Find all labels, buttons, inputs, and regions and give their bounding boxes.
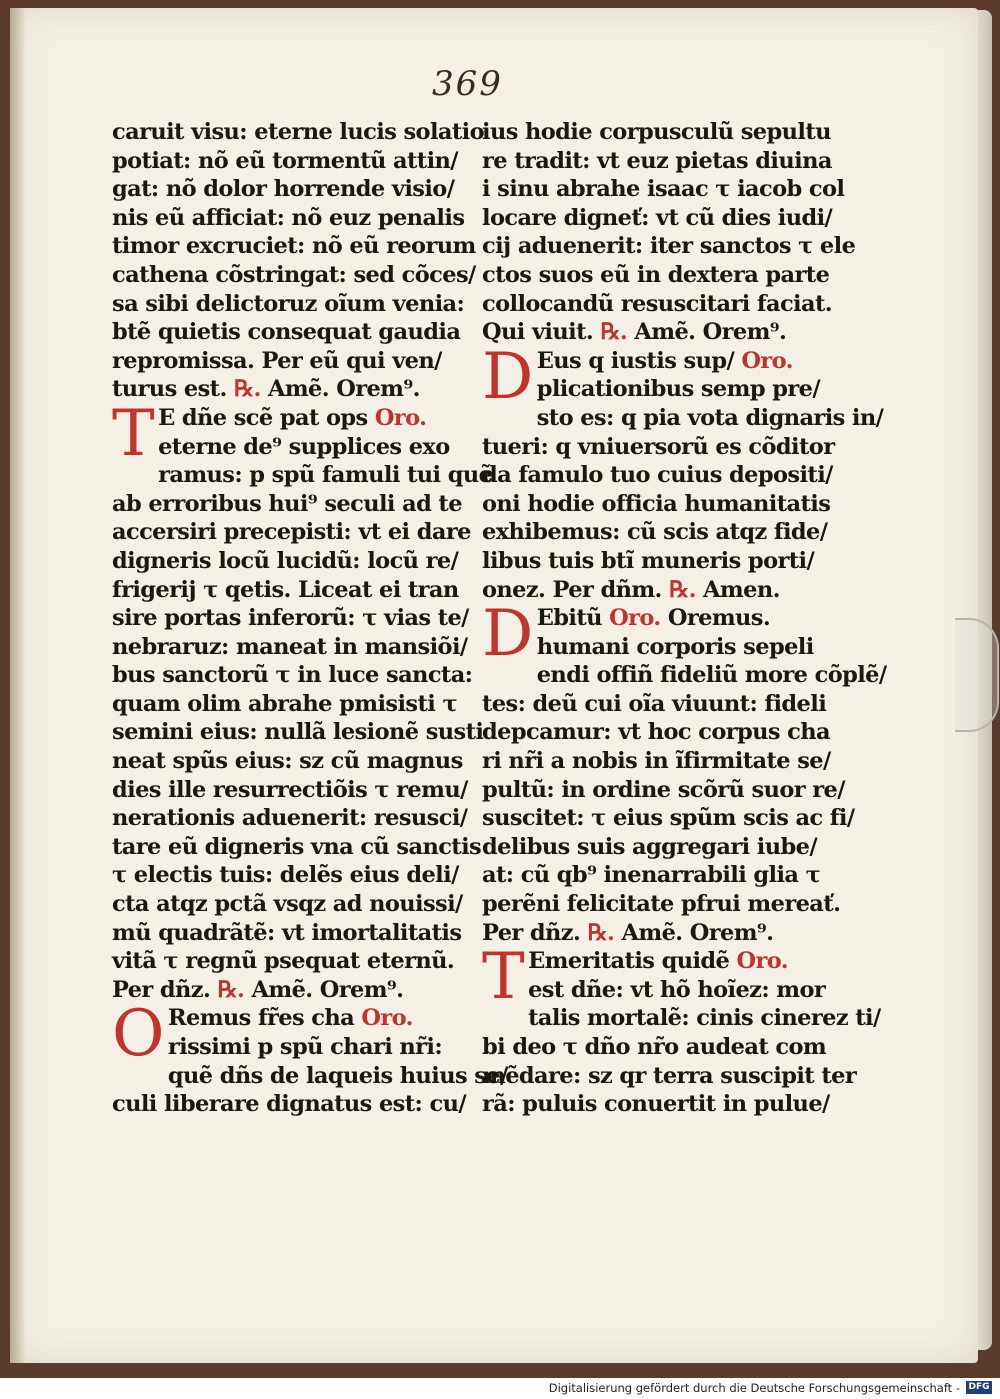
line-text: depcamur: vt hoc corpus cha [482,719,831,746]
text-line [112,1004,464,1033]
line-text: re tradit: vt euz pietas diuina [482,147,832,174]
text-line [482,661,887,690]
line-text: collocandũ resuscitari faciat. [482,290,832,317]
text-line [482,375,828,404]
line-text: btẽ quietis consequat gaudia [112,319,461,346]
line-text: da famulo tuo cuius depositi/ [482,462,833,489]
left-column [112,118,508,1119]
text-line [482,747,831,776]
line-text: delibus suis aggregari iube/ [482,833,817,860]
line-text: suscitet: τ eius spũm scis ac fi/ [482,805,855,832]
text-line [112,433,464,462]
text-line [112,833,482,862]
text-line [482,232,856,261]
line-text: plicationibus semp pre/ [536,376,820,403]
right-column [482,118,887,1119]
text-line [482,633,828,662]
text-line [482,1062,857,1091]
text-line [112,747,464,776]
text-line [112,604,469,633]
line-text: cta atqz pctã vsqz ad nouissi/ [112,891,463,918]
text-line [482,518,828,547]
line-text: Qui viuit. ℞. Amẽ. Orem⁹. [482,319,787,346]
line-text: onez. Per dñm. ℞. Amen. [482,576,780,603]
line-text: sire portas inferorũ: τ vias te/ [112,605,469,632]
text-line [482,1090,828,1119]
text-line [482,718,831,747]
line-text: nerationis aduenerit: resusci/ [112,805,468,832]
rubric-initial: T [112,396,155,471]
line-text: quẽ dñs de laqueis huius se/ [167,1062,508,1089]
line-text: ri nr̃i a nobis in ĩfirmitate se/ [482,748,831,775]
page-clip [955,618,999,732]
text-line [482,576,828,605]
text-line [112,919,464,948]
text-line [112,776,468,805]
line-text: τ electis tuis: delẽs eius deli/ [112,862,459,889]
text-line [482,976,828,1005]
line-text: Emeritatis quidẽ Oro. [528,948,788,975]
text-line [112,1090,464,1119]
text-line [482,461,833,490]
line-text: locare digneť: vt cũ dies iudi/ [482,204,833,231]
text-line [112,861,464,890]
text-line [112,576,464,605]
line-text: tes: deũ cui oĩa viuunt: fideli [482,690,827,717]
text-line [112,232,476,261]
line-text: sto es: q pia vota dignaris in/ [536,404,884,431]
line-text: Per dñz. ℞. Amẽ. Orem⁹. [112,976,404,1003]
line-text: tare eũ digneris vna cũ sanctis [112,833,482,860]
text-line [112,1033,464,1062]
text-line [112,290,464,319]
line-text: i sinu abrahe isaac τ iacob col [482,176,845,203]
text-line [482,347,828,376]
line-text: potiat: nõ eũ tormentũ attin/ [112,147,458,174]
text-line [112,375,464,404]
line-text: ramus: p spũ famuli tui quẽ [158,462,493,489]
line-text: mũ quadrãtẽ: vt imortalitatis [112,919,462,946]
line-text: digneris locũ lucidũ: locũ re/ [112,547,459,574]
line-text: pultũ: in ordine scõrũ suor re/ [482,776,845,803]
text-line [112,1062,508,1091]
text-line [112,490,464,519]
text-line [482,947,828,976]
line-text: Per dñz. ℞. Amẽ. Orem⁹. [482,919,774,946]
line-text: eterne de⁹ supplices exo [158,433,450,460]
line-text: bi deo τ dño nr̃o audeat com [482,1034,827,1060]
text-line [482,147,832,176]
line-text: cij aduenerit: iter sanctos τ ele [482,233,856,260]
text-line [482,290,832,319]
line-text: perẽni felicitate pfrui mereať. [482,891,841,918]
line-text: neat spũs eius: sz cũ magnus [112,748,463,775]
footer-credit: Digitalisierung gefördert durch die Deutsche Forschungsgemeinschaft - [548,1381,960,1395]
line-text: oni hodie officia humanitatis [482,490,831,517]
line-text: exhibemus: cũ scis atqz fide/ [482,519,828,546]
text-line [482,404,884,433]
footer-bar [0,1378,1000,1399]
text-line [112,118,485,147]
line-text: caruit visu: eterne lucis solatio [112,119,485,145]
rubric-initial: T [482,940,525,1015]
line-text: dies ille resurrectiõis τ remu/ [112,776,468,803]
line-text: repromissa. Per eũ qui ven/ [112,347,442,374]
text-line [112,547,464,576]
line-text: timor excruciet: nõ eũ reorum [112,233,476,260]
dfg-logo: DFG [966,1381,992,1394]
text-line [482,490,831,519]
line-text: mẽdare: sz qr terra suscipit ter [482,1062,857,1089]
text-line [482,433,835,462]
text-line [482,776,845,805]
text-line [482,804,855,833]
rubric-initial: D [482,339,533,414]
text-line [482,261,828,290]
text-line [112,718,484,747]
text-line [112,947,464,976]
text-line [112,890,464,919]
text-line [482,861,828,890]
line-text: gat: nõ dolor horrende visio/ [112,176,455,203]
line-text: ius hodie corpusculũ sepultu [482,119,831,145]
line-text: Ebitũ Oro. Oremus. [536,605,771,632]
binding-shadow [10,8,26,1363]
text-line [482,833,828,862]
text-line [112,976,464,1005]
line-text: sa sibi delictoruz oĩum venia: [112,290,465,317]
rubric-initial: D [482,597,533,672]
text-line [482,1033,828,1062]
line-text: rissimi p spũ chari nr̃i: [167,1034,443,1060]
line-text: at: cũ qb⁹ inenarrabili glia τ [482,862,821,889]
text-line [112,347,464,376]
text-line [482,604,828,633]
text-line [482,690,828,719]
text-line [112,175,464,204]
text-line [112,804,468,833]
text-line [112,461,493,490]
text-line [112,261,476,290]
text-line [482,204,833,233]
line-text: Remus fr̃es cha Oro. [167,1005,413,1032]
line-text: bus sanctorũ τ in luce sancta: [112,662,473,689]
text-line [112,204,464,233]
text-line [482,175,845,204]
text-line [482,1004,881,1033]
line-text: endi offiñ fideliũ more cõplẽ/ [536,662,887,689]
line-text: rã: puluis conuertit in pulue/ [482,1091,830,1118]
line-text: turus est. ℞. Amẽ. Orem⁹. [112,376,420,403]
text-line [112,404,464,433]
line-text: libus tuis btĩ muneris porti/ [482,547,815,574]
line-text: tueri: q vniuersorũ es cõditor [482,433,835,460]
text-line [482,919,828,948]
text-line [482,318,828,347]
rubric-initial: O [112,997,164,1072]
folio-number: 369 [432,64,503,104]
line-text: nebraruz: maneat in mansiõi/ [112,633,468,660]
text-line [112,318,464,347]
text-line [112,633,468,662]
line-text: nis eũ afficiat: nõ euz penalis [112,204,465,231]
line-text: cathena cõstringat: sed cõces/ [112,261,476,288]
line-text: Eus q iustis sup/ Oro. [536,347,793,374]
line-text: semini eius: nullã lesionẽ susti [112,719,484,746]
text-line [482,118,831,147]
line-text: est dñe: vt hõ hoĩez: mor [528,976,826,1003]
line-text: quam olim abrahe pmisisti τ [112,690,457,717]
line-text: accersiri precepisti: vt ei dare [112,519,471,546]
line-text: E dñe scẽ pat ops Oro. [158,404,427,431]
line-text: culi liberare dignatus est: cu/ [112,1091,466,1118]
line-text: frigerij τ qetis. Liceat ei tran [112,576,459,603]
line-text: vitã τ regnũ psequat eternũ. [112,948,455,975]
line-text: talis mortalẽ: cinis cinerez ti/ [528,1005,881,1032]
text-line [112,518,471,547]
line-text: humani corporis sepeli [536,633,814,660]
text-line [482,547,828,576]
text-line [112,690,464,719]
text-line [112,147,464,176]
text-line [482,890,841,919]
line-text: ctos suos eũ in dextera parte [482,261,830,288]
line-text: ab erroribus hui⁹ seculi ad te [112,490,462,517]
text-line [112,661,473,690]
